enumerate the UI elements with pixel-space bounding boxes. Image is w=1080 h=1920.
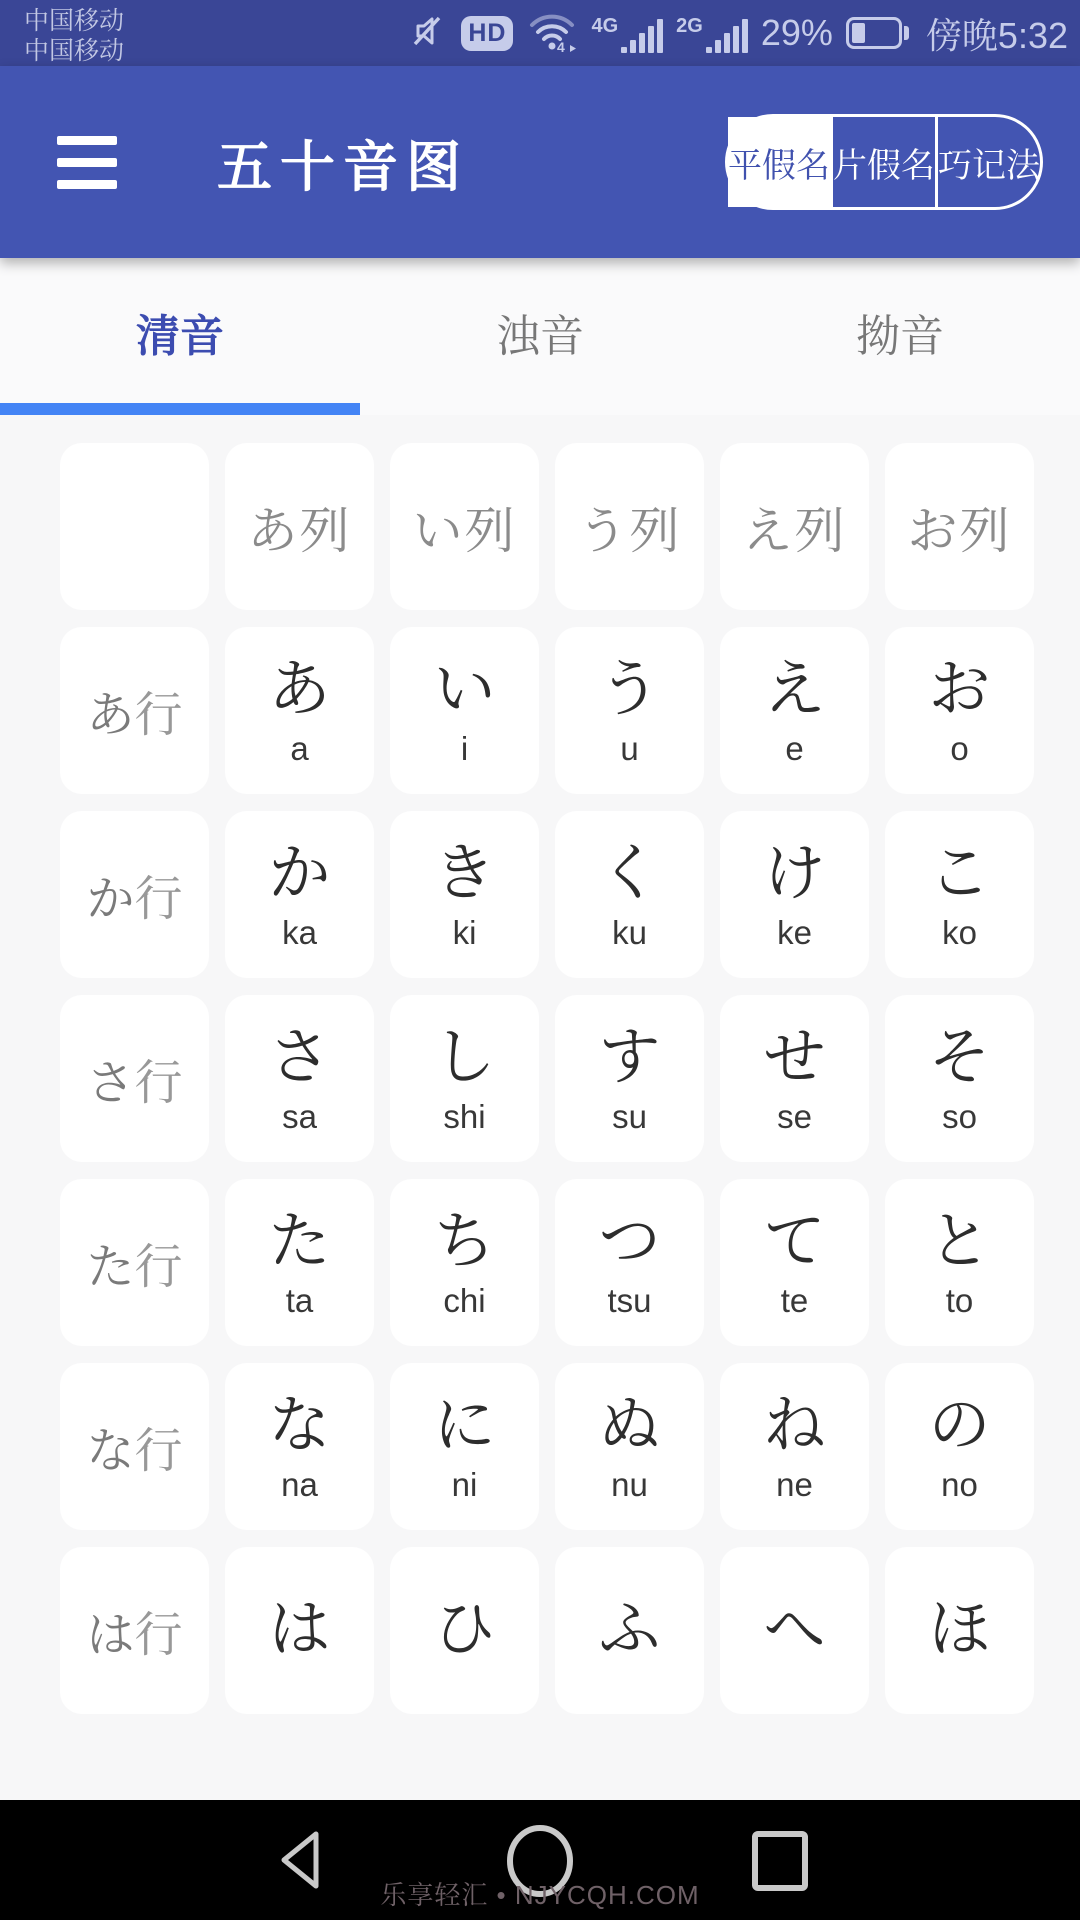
app-bar [0, 66, 1080, 258]
column-header: お列 [885, 443, 1034, 610]
kana-card[interactable] [225, 1547, 374, 1714]
kana-card[interactable] [885, 1547, 1034, 1714]
kana-character: ぬ [598, 1390, 661, 1460]
kana-character: ち [433, 1206, 496, 1276]
kana-character: い [433, 654, 496, 724]
kana-card[interactable] [885, 1363, 1034, 1530]
romaji-label: o [950, 730, 969, 768]
column-header: う列 [555, 443, 704, 610]
kana-character: て [763, 1206, 826, 1276]
kana-grid [60, 443, 1034, 1714]
active-tab-underline [0, 403, 360, 415]
romaji-label: ni [451, 1466, 478, 1504]
romaji-label: ko [942, 914, 977, 952]
corner-cell [60, 443, 209, 610]
kana-character: う [598, 654, 661, 724]
row-label: あ 行 [60, 627, 209, 794]
kana-card[interactable] [555, 1363, 704, 1530]
kana-character: き [433, 838, 496, 908]
kana-character: く [598, 838, 661, 908]
romaji-label: tsu [607, 1282, 652, 1320]
kana-card[interactable] [885, 1179, 1034, 1346]
signal-4g-icon: 4G [591, 13, 663, 53]
kana-character: ね [763, 1390, 826, 1460]
kana-character: た [268, 1206, 331, 1276]
kana-card[interactable] [555, 995, 704, 1162]
kana-character: せ [763, 1022, 826, 1092]
hd-icon: HD [461, 16, 513, 51]
watermark-text: 乐享轻汇 • NJYCQH.COM [380, 1880, 700, 1910]
kana-card[interactable] [225, 995, 374, 1162]
romaji-label: ku [612, 914, 647, 952]
romaji-label: shi [443, 1098, 486, 1136]
kana-character: か [268, 838, 331, 908]
segment-katakana[interactable]: 片假名 [830, 117, 935, 207]
status-bar [0, 0, 1080, 66]
kana-character: ひ [433, 1595, 496, 1665]
column-header: あ列 [225, 443, 374, 610]
mute-icon [408, 11, 448, 56]
kana-card[interactable] [720, 1179, 869, 1346]
kana-card[interactable] [555, 1179, 704, 1346]
svg-text:4: 4 [557, 38, 566, 55]
kana-character: に [433, 1390, 496, 1460]
romaji-label: nu [611, 1466, 648, 1504]
kana-card[interactable] [885, 627, 1034, 794]
kana-character: な [268, 1390, 331, 1460]
tab-dakuon[interactable]: 浊音 [496, 311, 584, 361]
romaji-label: ne [776, 1466, 813, 1504]
kana-card[interactable] [720, 1547, 869, 1714]
kana-card[interactable] [720, 811, 869, 978]
kana-character: こ [928, 838, 991, 908]
row-label: さ 行 [60, 995, 209, 1162]
kana-card[interactable] [720, 995, 869, 1162]
column-header: え列 [720, 443, 869, 610]
status-time: 傍晚5:32 [925, 14, 1068, 56]
page-title: 五十音图 [217, 135, 470, 198]
romaji-label: to [945, 1282, 974, 1320]
kana-card[interactable] [885, 995, 1034, 1162]
romaji-label: e [785, 730, 804, 768]
romaji-label: i [460, 730, 469, 768]
romaji-label: ka [282, 914, 317, 952]
kana-character: そ [928, 1022, 991, 1092]
kana-card[interactable] [720, 627, 869, 794]
kana-card[interactable] [720, 1363, 869, 1530]
kana-character: あ [268, 654, 331, 724]
tab-youon[interactable]: 拗音 [856, 311, 944, 361]
romaji-label: so [942, 1098, 977, 1136]
carrier-line1: 中国移动 [24, 7, 125, 35]
romaji-label: no [941, 1466, 978, 1504]
kana-card[interactable] [390, 1179, 539, 1346]
battery-percent: 29% [760, 12, 833, 53]
kana-card[interactable] [225, 1363, 374, 1530]
script-switcher [725, 114, 1043, 210]
romaji-label: sa [282, 1098, 317, 1136]
carrier-labels [24, 0, 124, 66]
kana-character: さ [268, 1022, 331, 1092]
romaji-label: se [777, 1098, 812, 1136]
navigation-bar [0, 1800, 1080, 1920]
kana-character: と [928, 1206, 991, 1276]
kana-card[interactable] [390, 1547, 539, 1714]
kana-card[interactable] [390, 811, 539, 978]
kana-card[interactable] [390, 627, 539, 794]
column-header: い列 [390, 443, 539, 610]
kana-character: ほ [928, 1595, 991, 1665]
kana-card[interactable] [390, 995, 539, 1162]
romaji-label: u [620, 730, 639, 768]
kana-character: し [433, 1022, 496, 1092]
kana-character: す [598, 1022, 661, 1092]
kana-character: つ [598, 1206, 661, 1276]
signal-2g-icon: 2G [676, 13, 748, 53]
wifi-icon [526, 9, 578, 58]
romaji-label: ke [777, 914, 812, 952]
romaji-label: ta [285, 1282, 314, 1320]
kana-card[interactable] [555, 1547, 704, 1714]
romaji-label: ki [452, 914, 477, 952]
kana-card[interactable] [390, 1363, 539, 1530]
kana-list-viewport[interactable] [0, 415, 1080, 1665]
kana-character: へ [763, 1595, 826, 1665]
romaji-label: a [290, 730, 309, 768]
romaji-label: te [780, 1282, 809, 1320]
menu-icon[interactable] [57, 136, 117, 189]
kana-card[interactable] [555, 627, 704, 794]
row-label: な 行 [60, 1363, 209, 1530]
kana-character: え [763, 654, 826, 724]
kana-card[interactable] [225, 1179, 374, 1346]
romaji-label: chi [443, 1282, 486, 1320]
kana-card[interactable] [555, 811, 704, 978]
romaji-label: su [612, 1098, 647, 1136]
romaji-label: na [281, 1466, 318, 1504]
kana-card[interactable] [885, 811, 1034, 978]
kana-card[interactable] [225, 811, 374, 978]
kana-character: お [928, 654, 991, 724]
row-label: た 行 [60, 1179, 209, 1346]
row-label: か 行 [60, 811, 209, 978]
row-label: は 行 [60, 1547, 209, 1714]
carrier-line2: 中国移动 [24, 37, 125, 65]
kana-character: の [928, 1390, 991, 1460]
battery-icon [846, 17, 909, 49]
segment-hiragana[interactable]: 平假名 [728, 117, 830, 207]
kana-card[interactable] [225, 627, 374, 794]
kana-character: は [268, 1595, 331, 1665]
segment-mnemonics[interactable]: 巧记法 [935, 117, 1040, 207]
kana-character: ふ [598, 1595, 661, 1665]
tab-bar [0, 258, 1080, 415]
kana-character: け [763, 838, 826, 908]
tab-seion[interactable]: 清音 [136, 311, 224, 361]
